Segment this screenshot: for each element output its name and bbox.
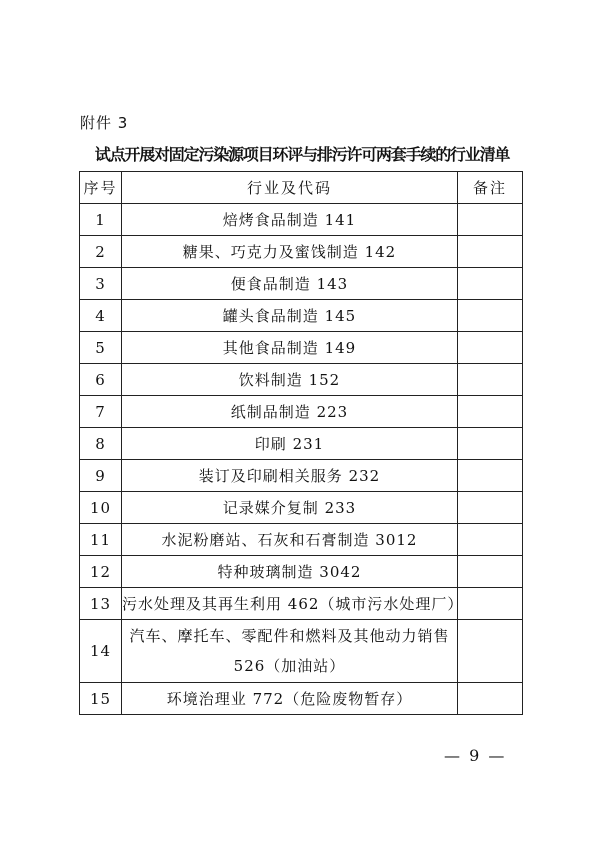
- row-remarks: [458, 396, 523, 428]
- row-serial-number: 8: [80, 428, 122, 460]
- table-row: [80, 588, 523, 620]
- table-row: [80, 683, 523, 715]
- attachment-label: 附件 3: [80, 114, 129, 132]
- document-title: 试点开展对固定污染源项目环评与排污许可两套手续的行业清单: [94, 145, 510, 164]
- row-industry-code: 记录媒介复制 233: [122, 492, 458, 524]
- row-serial-number: 9: [80, 460, 122, 492]
- table-row: [80, 204, 523, 236]
- row-remarks: [458, 492, 523, 524]
- table-row: [80, 524, 523, 556]
- row-industry-code: 环境治理业 772（危险废物暂存）: [122, 683, 458, 715]
- row-serial-number: 2: [80, 236, 122, 268]
- header-industry-code: 行业及代码: [122, 172, 458, 204]
- table-row: [80, 332, 523, 364]
- row-remarks: [458, 683, 523, 715]
- table-row: [80, 236, 523, 268]
- row-remarks: [458, 460, 523, 492]
- table-row: [80, 300, 523, 332]
- row-remarks: [458, 588, 523, 620]
- header-serial-number: 序号: [80, 172, 122, 204]
- row-serial-number: 15: [80, 683, 122, 715]
- row-serial-number: 14: [80, 620, 122, 683]
- row-remarks: [458, 556, 523, 588]
- row-serial-number: 11: [80, 524, 122, 556]
- row-remarks: [458, 428, 523, 460]
- row-industry-code: 特种玻璃制造 3042: [122, 556, 458, 588]
- row-remarks: [458, 332, 523, 364]
- row-remarks: [458, 204, 523, 236]
- row-industry-code: 汽车、摩托车、零配件和燃料及其他动力销售 526（加油站）: [122, 620, 458, 683]
- table-row: [80, 396, 523, 428]
- table-row: [80, 620, 523, 683]
- row-serial-number: 7: [80, 396, 122, 428]
- row-industry-code: 水泥粉磨站、石灰和石膏制造 3012: [122, 524, 458, 556]
- row-industry-code: 印刷 231: [122, 428, 458, 460]
- table-row: [80, 460, 523, 492]
- page-number: — 9 —: [444, 746, 507, 765]
- row-remarks: [458, 524, 523, 556]
- table-row: [80, 428, 523, 460]
- table-header-row: [80, 172, 523, 204]
- row-industry-code: 糖果、巧克力及蜜饯制造 142: [122, 236, 458, 268]
- row-serial-number: 13: [80, 588, 122, 620]
- header-remarks: 备注: [458, 172, 523, 204]
- table-row: [80, 492, 523, 524]
- industry-list-table: [79, 171, 523, 715]
- row-serial-number: 6: [80, 364, 122, 396]
- row-industry-code: 焙烤食品制造 141: [122, 204, 458, 236]
- row-industry-code: 污水处理及其再生利用 462（城市污水处理厂）: [122, 588, 458, 620]
- row-remarks: [458, 268, 523, 300]
- row-serial-number: 3: [80, 268, 122, 300]
- row-serial-number: 4: [80, 300, 122, 332]
- row-serial-number: 10: [80, 492, 122, 524]
- row-industry-code: 便食品制造 143: [122, 268, 458, 300]
- row-industry-code: 其他食品制造 149: [122, 332, 458, 364]
- row-industry-code: 纸制品制造 223: [122, 396, 458, 428]
- row-industry-code: 罐头食品制造 145: [122, 300, 458, 332]
- row-remarks: [458, 300, 523, 332]
- row-industry-code: 装订及印刷相关服务 232: [122, 460, 458, 492]
- row-serial-number: 12: [80, 556, 122, 588]
- table-row: [80, 556, 523, 588]
- row-remarks: [458, 236, 523, 268]
- row-serial-number: 1: [80, 204, 122, 236]
- table-body: [80, 204, 523, 715]
- table-row: [80, 364, 523, 396]
- row-remarks: [458, 620, 523, 683]
- table-row: [80, 268, 523, 300]
- row-industry-code: 饮料制造 152: [122, 364, 458, 396]
- row-serial-number: 5: [80, 332, 122, 364]
- row-remarks: [458, 364, 523, 396]
